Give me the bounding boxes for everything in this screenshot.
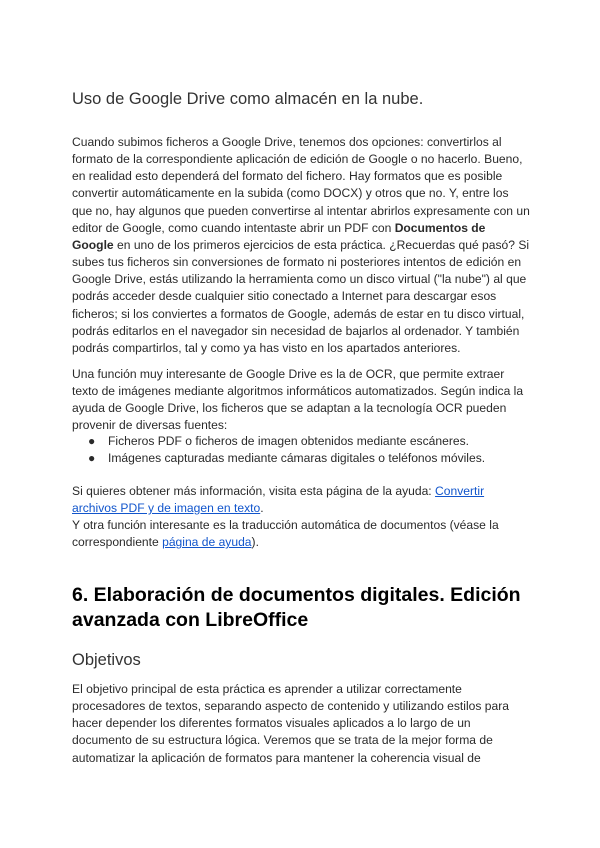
bullet-icon: ● — [88, 434, 96, 448]
translation-help-link[interactable]: página de ayuda — [162, 535, 252, 550]
objectives-heading: Objetivos — [72, 651, 141, 669]
paragraph-text: Y otra función interesante es la traducción automática de documentos (véase la correspondiente — [72, 518, 499, 550]
bullet-icon: ● — [88, 451, 96, 466]
list-item-text: Ficheros PDF o ficheros de imagen obtenidos mediante escáneres. — [108, 434, 469, 448]
paragraph-text: . — [260, 501, 264, 516]
paragraph-drive-conversion — [72, 134, 530, 357]
bold-text: Documentos de Google — [72, 220, 486, 252]
paragraph-more-info — [72, 483, 530, 552]
chapter-heading: 6. Elaboración de documentos digitales. Edición avanzada con LibreOffice — [72, 584, 521, 631]
list-item-text: Imágenes capturadas mediante cámaras digitales o teléfonos móviles. — [108, 451, 486, 466]
paragraph-ocr: Una función muy interesante de Google Drive es la de OCR, que permite extraer texto de imágenes mediante algoritmos informáticos automatizados. Según indica la ayuda de Google Drive, los ficheros que se adaptan a la tecnología OCR pueden provenir de diversas fuentes: — [72, 367, 524, 433]
ocr-help-link[interactable]: Convertir archivos PDF y de imagen en texto — [72, 484, 485, 516]
list-item — [72, 450, 485, 467]
list-item — [72, 433, 485, 450]
paragraph-text: Cuando subimos ficheros a Google Drive, tenemos dos opciones: convertirlos al formato de la correspondiente aplicación de edición de Google o no hacerlo. Bueno, en realidad esto dependerá del formato del fichero. Hay formatos que es posible convertir automáticamente en la subida (como DOCX) y otros que no. Y, entre los que no, hay algunos que pueden convertirse al intentar abrirlos expresamente con un editor de Google, como cuando intentaste abrir un PDF con — [72, 135, 530, 235]
paragraph-text: ). — [251, 535, 259, 550]
paragraph-objectives: El objetivo principal de esta práctica es aprender a utilizar correctamente procesadores de textos, separando aspecto de contenido y utilizando estilos para hacer depender los diferentes formatos visuales aplicados a lo largo de un documento de su estructura lógica. Veremos que se trata de la mejor forma de automatizar la aplicación de formatos para mantener la coherencia visual de — [72, 682, 509, 765]
paragraph-text: en uno de los primeros ejercicios de esta práctica. ¿Recuerdas qué pasó? Si subes tus ficheros sin conversiones de formato ni posteriores intentos de edición en Google Drive, estás utilizando la herramienta como un disco virtual ("la nube") al que podrás acceder desde cualquier sitio conectado a Internet para descargar esos ficheros; si los conviertes a formatos de Google, además de estar en tu disco virtual, podrás editarlos en el navegador sin necesidad de bajarlos al ordenador. Y también podrás compartirlos, tal y como ya has visto en los apartados anteriores. — [72, 237, 530, 355]
ocr-sources-list — [72, 433, 485, 467]
section-subtitle: Uso de Google Drive como almacén en la nube. — [72, 90, 424, 108]
paragraph-text: Si quieres obtener más información, visita esta página de la ayuda: — [72, 484, 436, 498]
